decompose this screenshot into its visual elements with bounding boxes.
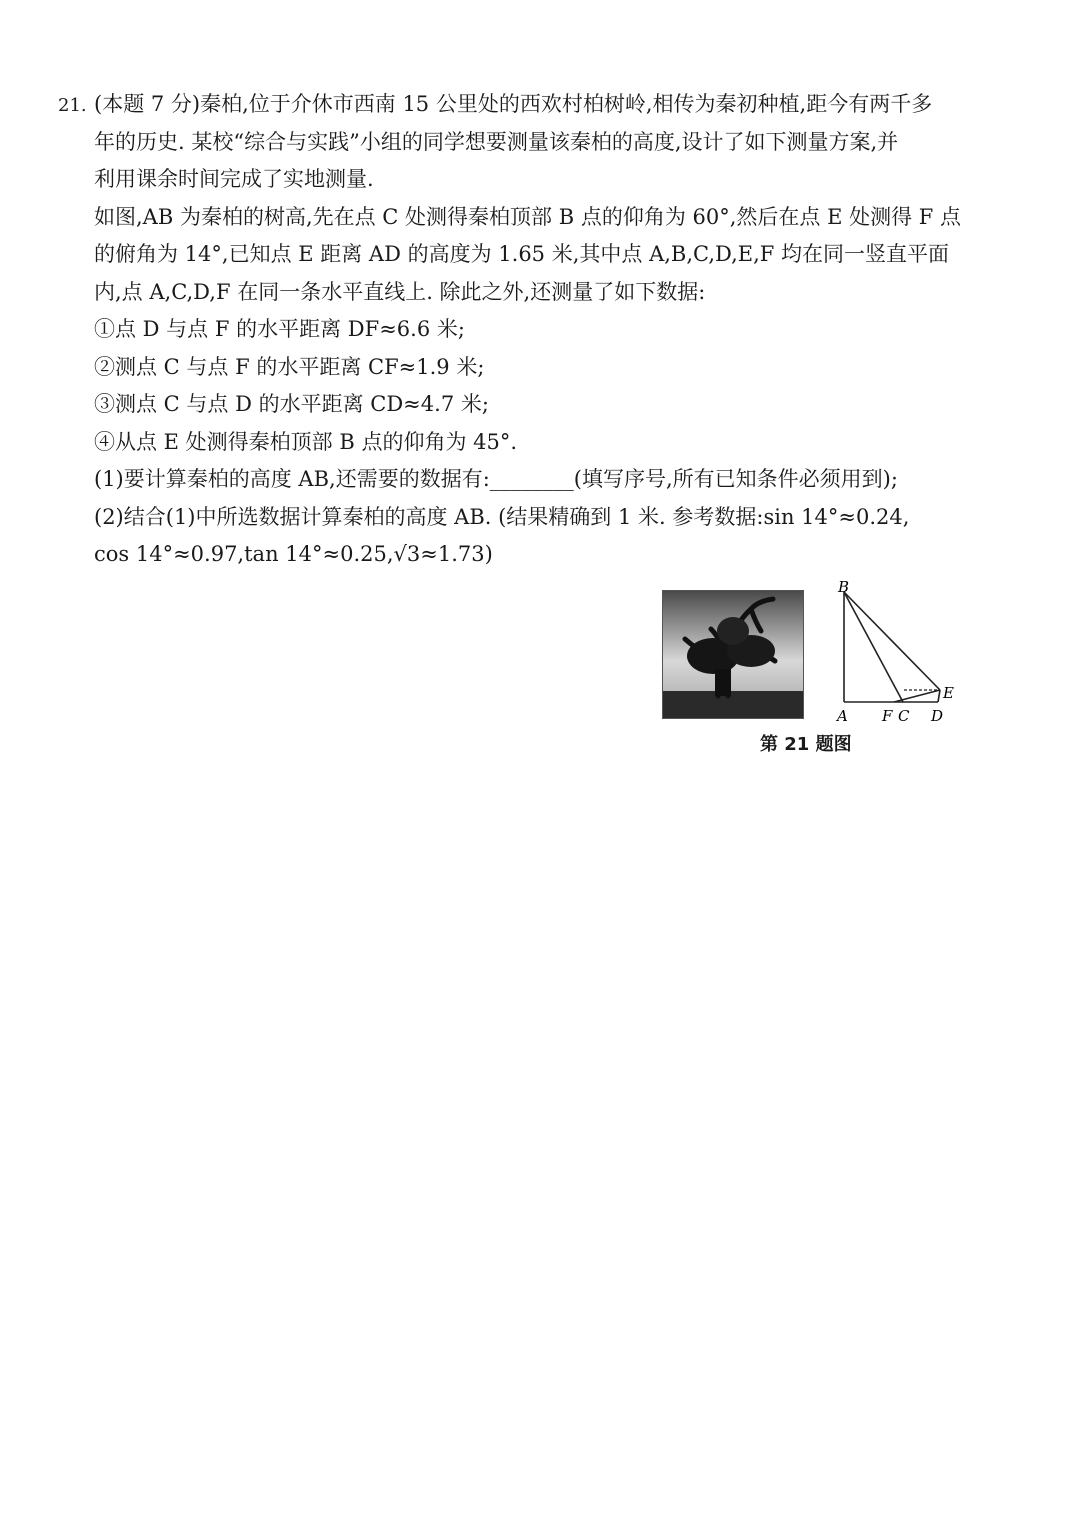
tree-photo (662, 590, 804, 719)
segment-fe (894, 690, 940, 702)
figure-caption: 第 21 题图 (760, 734, 852, 755)
problem-line-2: 年的历史. 某校“综合与实践”小组的同学想要测量该秦柏的高度,设计了如下测量方案,并 (94, 129, 899, 154)
label-f: F (882, 707, 893, 725)
data-item-2: ②测点 C 与点 F 的水平距离 CF≈1.9 米; (94, 354, 485, 379)
data-item-1: ①点 D 与点 F 的水平距离 DF≈6.6 米; (94, 317, 465, 341)
question-1: (1)要计算秦柏的高度 AB,还需要的数据有:________(填写序号,所有已知条件必须用到); (94, 467, 898, 491)
data-item-3: ③测点 C 与点 D 的水平距离 CD≈4.7 米; (94, 392, 489, 416)
problem-line-4: 如图,AB 为秦柏的树高,先在点 C 处测得秦柏顶部 B 点的仰角为 60°,然后在点 E 处测得 F 点 (94, 204, 961, 229)
segment-bc (844, 592, 903, 702)
label-a: A (837, 707, 848, 725)
segment-de (938, 690, 940, 702)
question-2-continued: cos 14°≈0.97,tan 14°≈0.25,√3≈1.73) (94, 542, 493, 566)
problem-21 (58, 86, 988, 574)
geometry-diagram (830, 580, 980, 730)
label-b: B (838, 580, 850, 596)
problem-line-3: 利用课余时间完成了实地测量. (94, 167, 374, 191)
label-c: C (898, 707, 910, 725)
segment-be (844, 592, 940, 690)
question-2: (2)结合(1)中所选数据计算秦柏的高度 AB. (结果精确到 1 米. 参考数据:sin 14°≈0.24, (94, 504, 910, 529)
problem-line-6: 内,点 A,C,D,F 在同一条水平直线上. 除此之外,还测量了如下数据: (94, 279, 706, 304)
data-item-4: ④从点 E 处测得秦柏顶部 B 点的仰角为 45°. (94, 429, 518, 454)
problem-number: 21. (58, 95, 87, 116)
problem-line-5: 的俯角为 14°,已知点 E 距离 AD 的高度为 1.65 米,其中点 A,B,C,D,E,F 均在同一竖直平面 (94, 242, 950, 266)
figure-group (660, 580, 980, 760)
label-d: D (931, 707, 944, 725)
problem-line-1: 21. (本题 7 分)秦柏,位于介休市西南 15 公里处的西欢村柏树岭,相传为秦初种植,距今有两千多 (58, 86, 988, 124)
label-e: E (943, 684, 954, 702)
